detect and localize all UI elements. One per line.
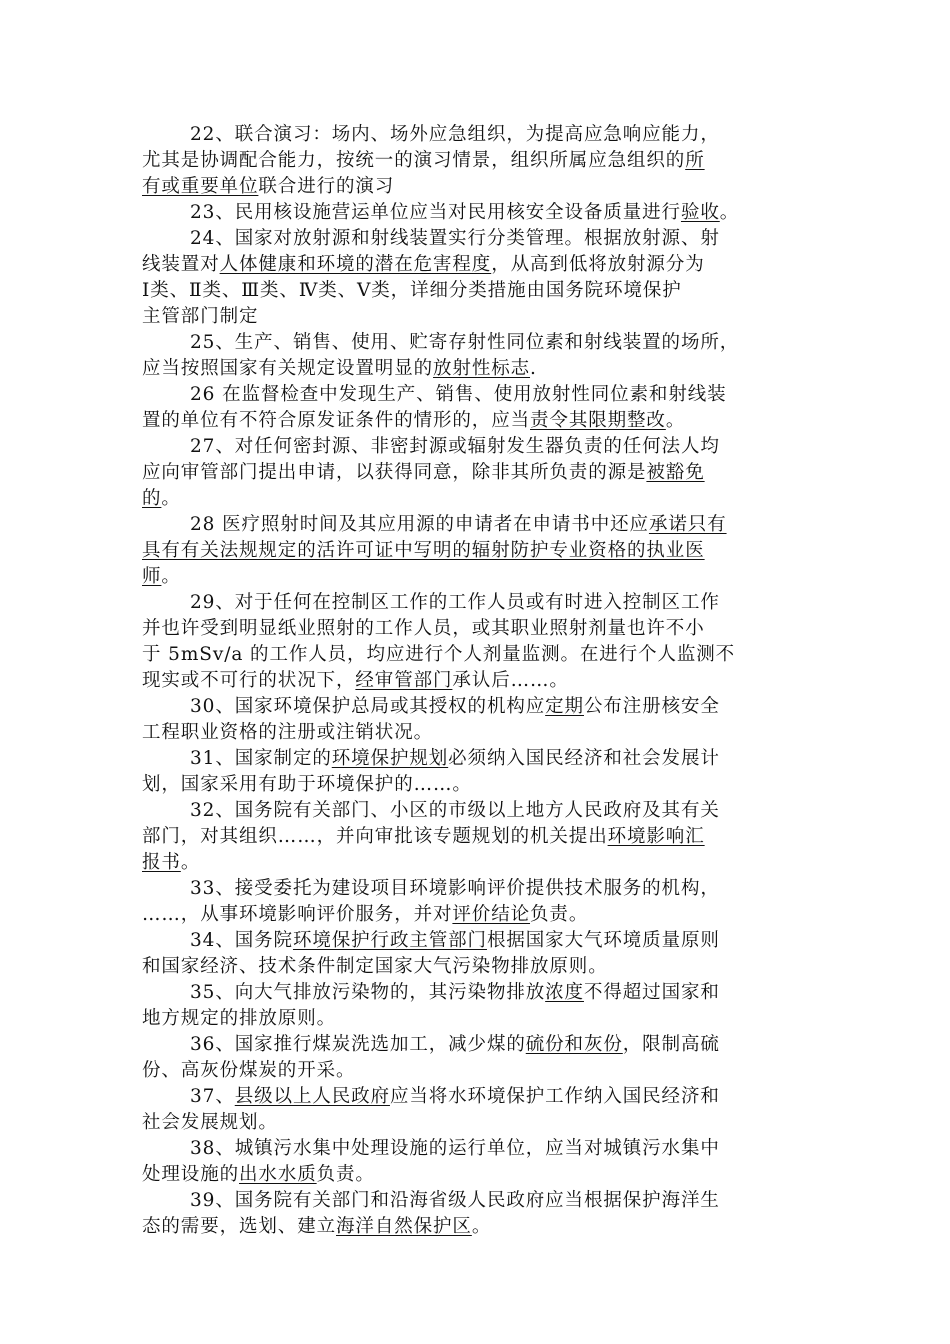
text-segment: 和国家经济、技术条件制定国家大气污染物排放原则。: [142, 956, 608, 977]
text-line: [142, 460, 802, 485]
text-segment: 负责。: [530, 904, 589, 925]
text-line: [142, 720, 802, 745]
text-segment: .: [530, 358, 537, 379]
underlined-answer: 环境保护行政主管部门: [292, 930, 487, 951]
text-segment: 38、城镇污水集中处理设施的运行单位，应当对城镇污水集中: [190, 1138, 720, 1159]
text-line: [190, 980, 802, 1005]
underlined-answer: 承诺只有: [648, 514, 727, 535]
text-segment: 32、国务院有关部门、小区的市级以上地方人民政府及其有关: [190, 800, 720, 821]
text-segment: 公布注册核安全: [583, 696, 720, 717]
text-segment: 27、对任何密封源、非密封源或辐射发生器负责的任何法人均: [190, 436, 720, 457]
underlined-answer: 人体健康和环境的潜在危害程度: [219, 254, 492, 275]
text-line: [142, 538, 802, 563]
text-line: [142, 954, 802, 979]
text-segment: 35、向大气排放污染物的，其污染物排放: [190, 982, 546, 1003]
text-line: [142, 278, 802, 303]
text-segment: 于 5mSv/a 的工作人员，均应进行个人剂量监测。在进行个人监测不: [142, 644, 736, 665]
text-line: [190, 798, 802, 823]
text-segment: 39、国务院有关部门和沿海省级人民政府应当根据保护海洋生: [190, 1190, 720, 1211]
text-segment: 28 医疗照射时间及其应用源的申请者在申请书中还应: [190, 514, 649, 535]
text-line: [190, 382, 802, 407]
text-line: [142, 356, 802, 381]
text-line: [190, 928, 802, 953]
text-segment: 现实或不可行的状况下，: [142, 670, 356, 691]
text-line: [190, 1084, 802, 1109]
underlined-answer: 具有有关法规规定的活许可证中写明的辐射防护专业资格的执业医: [142, 540, 705, 561]
text-line: [190, 1136, 802, 1161]
text-segment: 尤其是协调配合能力，按统一的演习情景，组织所属应急组织的: [142, 150, 686, 171]
text-segment: 。: [161, 566, 181, 587]
text-segment: 34、国务院: [190, 930, 293, 951]
text-line: [190, 512, 802, 537]
underlined-answer: 经审管部门: [355, 670, 453, 691]
text-line: [142, 148, 802, 173]
underlined-answer: 被豁免: [646, 462, 705, 483]
text-line: [142, 642, 802, 667]
text-segment: 地方规定的排放原则。: [142, 1008, 337, 1029]
text-segment: 。: [665, 410, 686, 431]
text-segment: ，从高到低将放射源分为: [491, 254, 705, 275]
text-line: [142, 616, 802, 641]
text-segment: 划，国家采用有助于环境保护的……。: [142, 774, 472, 795]
text-line: [142, 850, 802, 875]
text-segment: ，限制高硫: [622, 1034, 720, 1055]
text-line: [142, 486, 802, 511]
text-line: [142, 668, 802, 693]
text-segment: 根据国家大气环境质量原则: [486, 930, 720, 951]
text-line: [142, 1006, 802, 1031]
text-line: [142, 252, 802, 277]
text-segment: 社会发展规划。: [142, 1112, 278, 1133]
text-line: [142, 1162, 802, 1187]
text-segment: 份、高灰份煤炭的开采。: [142, 1060, 356, 1081]
underlined-answer: 有或重要单位: [142, 176, 259, 197]
text-segment: Ⅰ类、Ⅱ类、Ⅲ类、Ⅳ类、Ⅴ类，详细分类措施由国务院环境保护: [142, 280, 682, 301]
underlined-answer: 海洋自然保护区: [336, 1216, 472, 1237]
text-segment: 23、民用核设施营运单位应当对民用核安全设备质量进行: [190, 202, 681, 223]
text-segment: 部门，对其组织……，并向审批该专题规划的机关提出: [142, 826, 608, 847]
text-segment: 24、国家对放射源和射线装置实行分类管理。根据放射源、射: [190, 228, 720, 249]
text-segment: 应当按照国家有关规定设置明显的: [142, 358, 434, 379]
text-segment: 态的需要，选划、建立: [142, 1216, 337, 1237]
text-line: [142, 1058, 802, 1083]
text-segment: 置的单位有不符合原发证条件的情形的，应当: [142, 410, 531, 431]
underlined-answer: 师: [142, 566, 162, 587]
underlined-answer: 的: [142, 488, 162, 509]
underlined-answer: 所: [685, 150, 705, 171]
text-line: [142, 408, 802, 433]
text-line: [142, 304, 802, 329]
text-line: [142, 174, 802, 199]
underlined-answer: 验收: [680, 202, 720, 223]
text-line: [142, 1110, 802, 1135]
text-line: [190, 1032, 802, 1057]
text-segment: 负责。: [316, 1164, 375, 1185]
text-segment: 25、生产、销售、使用、贮寄存射性同位素和射线装置的场所，: [190, 332, 740, 353]
text-line: [190, 746, 802, 771]
text-segment: ……，从事环境影响评价服务，并对: [142, 904, 453, 925]
underlined-answer: 定期: [545, 696, 584, 717]
underlined-answer: 报书: [142, 852, 181, 873]
underlined-answer: 县级以上人民政府: [234, 1086, 390, 1107]
text-segment: 线装置对: [142, 254, 220, 275]
text-segment: 36、国家推行煤炭洗选加工，减少煤的: [190, 1034, 526, 1055]
text-segment: 不得超过国家和: [583, 982, 720, 1003]
text-segment: 26 在监督检查中发现生产、销售、使用放射性同位素和射线装: [190, 384, 727, 405]
text-segment: 必须纳入国民经济和社会发展计: [448, 748, 720, 769]
text-segment: 应当将水环境保护工作纳入国民经济和: [389, 1086, 720, 1107]
text-segment: 。: [161, 488, 181, 509]
text-segment: 33、接受委托为建设项目环境影响评价提供技术服务的机构，: [190, 878, 720, 899]
text-segment: 31、国家制定的: [190, 748, 332, 769]
text-segment: 30、国家环境保护总局或其授权的机构应: [190, 696, 546, 717]
text-line: [142, 772, 802, 797]
text-segment: 应向审管部门提出申请，以获得同意，除非其所负责的源是: [142, 462, 647, 483]
text-segment: 。: [180, 852, 201, 873]
underlined-answer: 浓度: [545, 982, 584, 1003]
text-segment: 承认后……。: [452, 670, 569, 691]
text-segment: 处理设施的: [142, 1164, 240, 1185]
text-line: [142, 902, 802, 927]
text-segment: 37、: [190, 1086, 235, 1107]
text-segment: 22、联合演习：场内、场外应急组织，为提高应急响应能力，: [190, 124, 720, 145]
underlined-answer: 放射性标志: [433, 358, 531, 379]
text-line: [190, 226, 802, 251]
text-segment: 29、对于任何在控制区工作的工作人员或有时进入控制区工作: [190, 592, 720, 613]
text-line: [190, 330, 802, 355]
text-line: [142, 824, 802, 849]
text-line: [190, 694, 802, 719]
underlined-answer: 硫份和灰份: [525, 1034, 623, 1055]
text-segment: 。: [471, 1216, 492, 1237]
underlined-answer: 评价结论: [452, 904, 531, 925]
text-line: [190, 876, 802, 901]
text-line: [142, 1214, 802, 1239]
underlined-answer: 责令其限期整改: [530, 410, 666, 431]
text-segment: 。: [719, 202, 740, 223]
underlined-answer: 环境保护规划: [331, 748, 449, 769]
text-line: [142, 564, 802, 589]
text-segment: 工程职业资格的注册或注销状况。: [142, 722, 434, 743]
text-line: [190, 590, 802, 615]
underlined-answer: 出水水质: [239, 1164, 317, 1185]
text-line: [190, 434, 802, 459]
text-line: [190, 122, 802, 147]
text-segment: 联合进行的演习: [258, 176, 395, 197]
text-segment: 主管部门制定: [142, 306, 259, 327]
text-segment: 并也许受到明显纸业照射的工作人员，或其职业照射剂量也许不小: [142, 618, 705, 639]
text-line: [190, 1188, 802, 1213]
underlined-answer: 环境影响汇: [607, 826, 705, 847]
text-line: [190, 200, 802, 225]
